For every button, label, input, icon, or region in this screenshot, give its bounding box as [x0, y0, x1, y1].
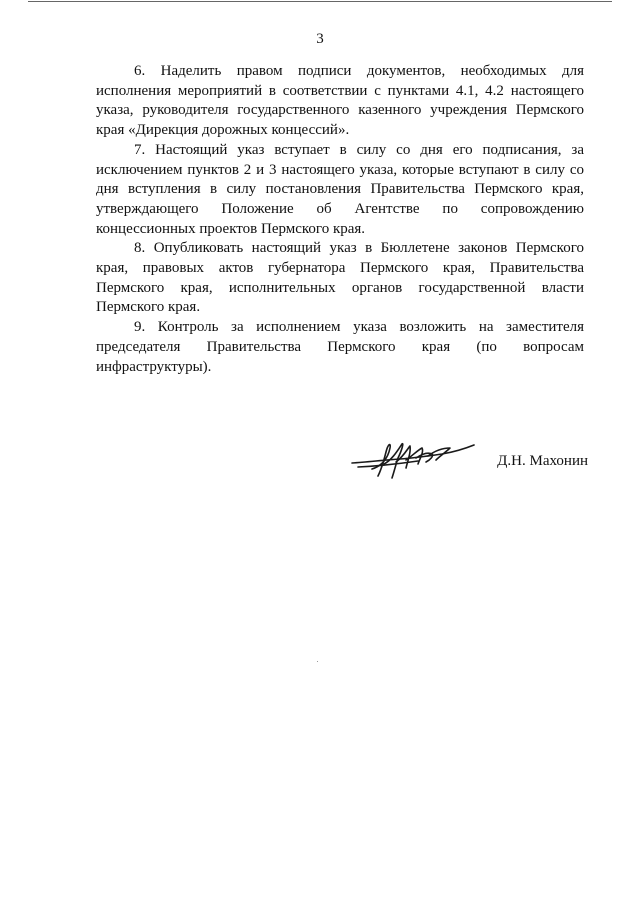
- decree-body: [96, 62, 584, 377]
- paragraph-9: 9. Контроль за исполнением указа возложить на заместителя председателя Правительства Пермского края (по вопросам инфраструктуры).: [96, 319, 584, 375]
- page-number: 3: [316, 31, 324, 47]
- handwritten-signature: [348, 438, 478, 482]
- page-top-edge: [28, 1, 612, 2]
- paragraph-8: 8. Опубликовать настоящий указ в Бюллетене законов Пермского края, правовых актов губернатора Пермского края, Правительства Пермского края, исполнительных органов государственной власти Пермского края.: [96, 240, 584, 316]
- scan-speck: [317, 661, 318, 662]
- signer-name: Д.Н. Махонин: [497, 453, 588, 469]
- paragraph-7: 7. Настоящий указ вступает в силу со дня его подписания, за исключением пунктов 2 и 3 настоящего указа, которые вступают в силу со дня вступления в силу постановления Правительства Пермского края, утверждающего Положение об Агентстве по сопровождению концессионных проектов Пермского края.: [96, 141, 584, 237]
- signature-block: [348, 438, 588, 482]
- paragraph-6: 6. Наделить правом подписи документов, необходимых для исполнения мероприятий в соответствии с пунктами 4.1, 4.2 настоящего указа, руководителя государственного казенного учреждения Пермского края «Дирекция дорожных концессий».: [96, 63, 584, 139]
